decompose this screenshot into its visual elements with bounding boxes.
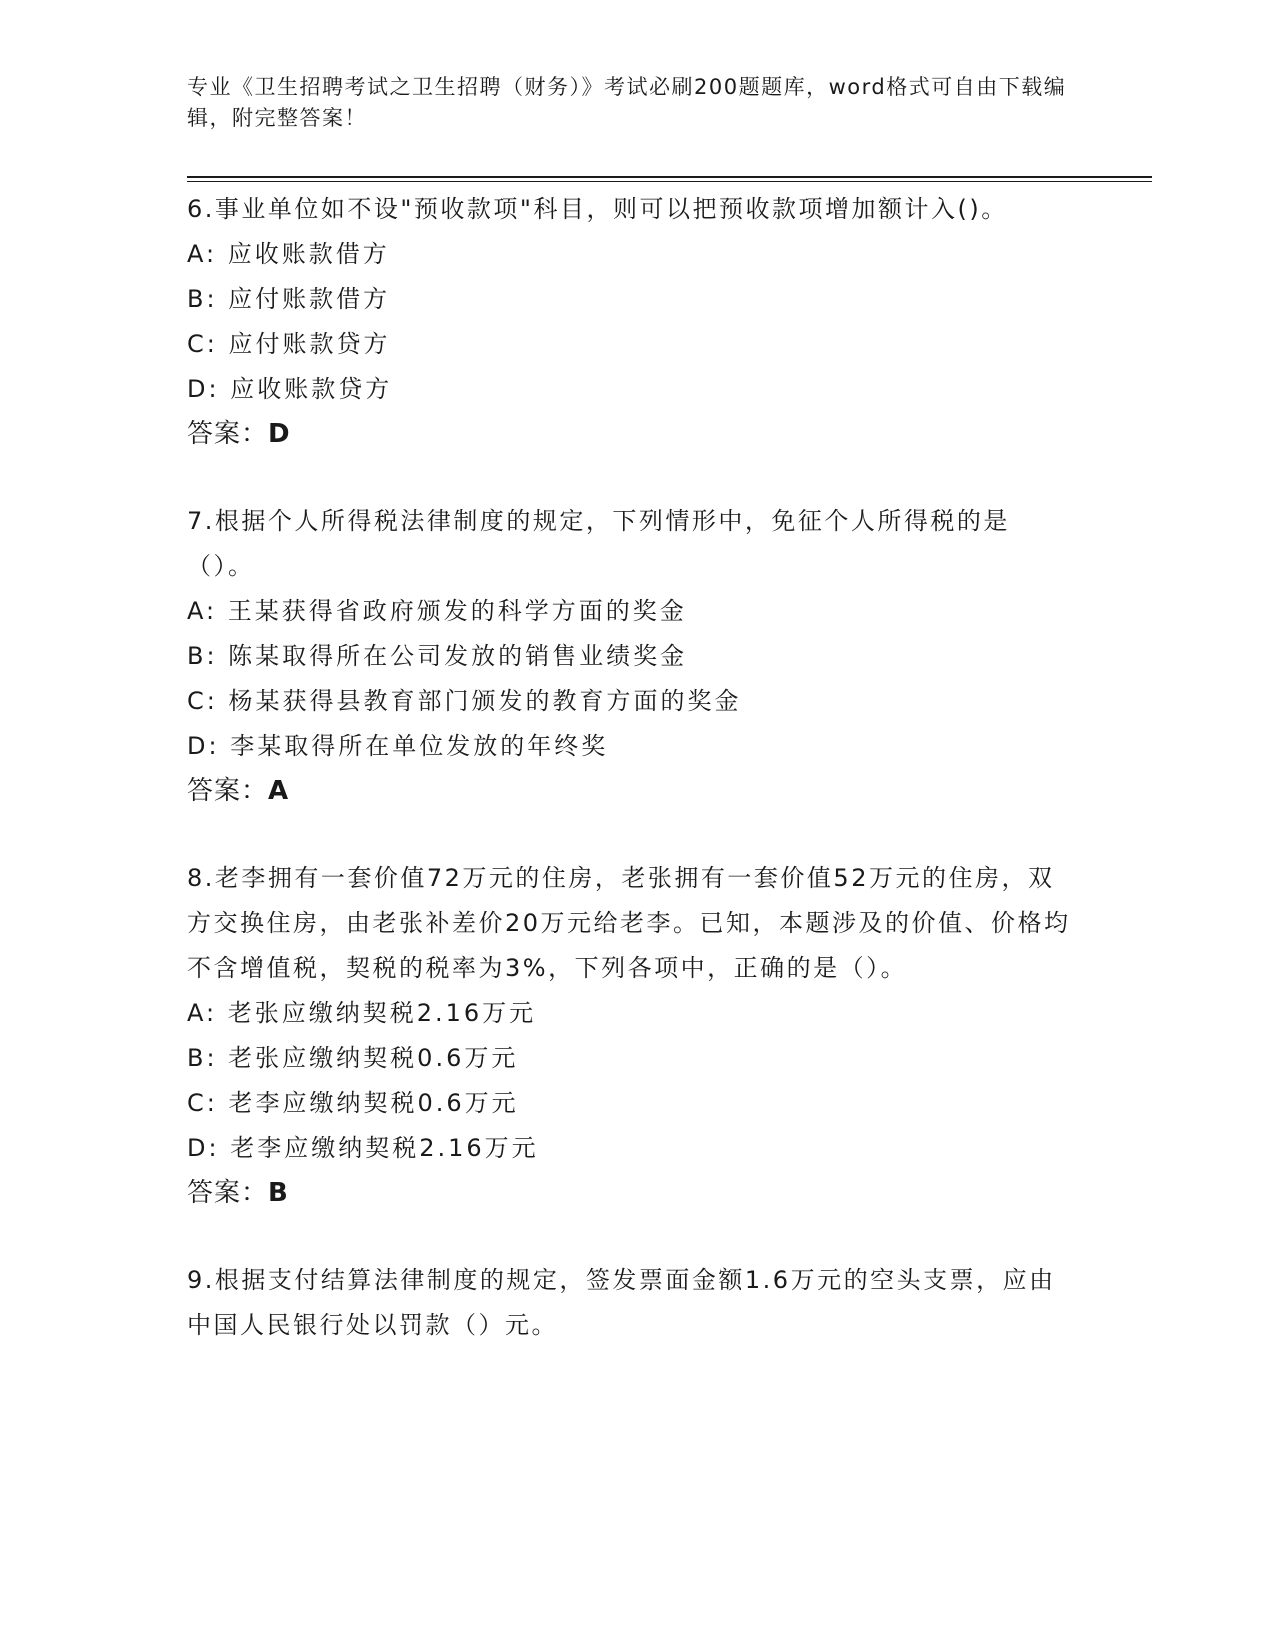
question-6 — [187, 187, 1077, 457]
question-stem: 7.根据个人所得税法律制度的规定，下列情形中，免征个人所得税的是（）。 — [187, 507, 1010, 580]
header-rule-thick — [187, 176, 1152, 178]
answer-label: 答案： — [187, 776, 269, 806]
option-c: C: 应付账款贷方 — [187, 330, 391, 358]
option-d: D: 应收账款贷方 — [187, 375, 393, 403]
question-9 — [187, 1258, 1077, 1348]
answer-line — [187, 412, 1077, 457]
option-b: B: 老张应缴纳契税0.6万元 — [187, 1044, 519, 1072]
option-a: A: 老张应缴纳契税2.16万元 — [187, 999, 537, 1027]
question-7 — [187, 499, 1077, 814]
question-stem: 6.事业单位如不设"预收款项"科目，则可以把预收款项增加额计入()。 — [187, 195, 1008, 223]
answer-value: D — [268, 419, 291, 449]
option-d: D: 老李应缴纳契税2.16万元 — [187, 1134, 539, 1162]
option-list — [187, 589, 1077, 769]
document-header: 专业《卫生招聘考试之卫生招聘（财务）》考试必刷200题题库，word格式可自由下载编辑，附完整答案！ — [187, 75, 1067, 130]
option-list — [187, 232, 1077, 412]
option-c: C: 杨某获得县教育部门颁发的教育方面的奖金 — [187, 687, 742, 715]
option-d: D: 李某取得所在单位发放的年终奖 — [187, 732, 609, 760]
option-c: C: 老李应缴纳契税0.6万元 — [187, 1089, 519, 1117]
question-list — [187, 187, 1077, 1390]
answer-value: A — [268, 776, 290, 806]
option-b: B: 应付账款借方 — [187, 285, 391, 313]
option-a: A: 应收账款借方 — [187, 240, 390, 268]
answer-label: 答案： — [187, 419, 269, 449]
answer-line — [187, 1171, 1077, 1216]
option-b: B: 陈某取得所在公司发放的销售业绩奖金 — [187, 642, 688, 670]
question-stem: 9.根据支付结算法律制度的规定，签发票面金额1.6万元的空头支票，应由中国人民银行处以罚款（）元。 — [187, 1266, 1056, 1339]
question-8 — [187, 856, 1077, 1216]
answer-line — [187, 769, 1077, 814]
answer-label: 答案： — [187, 1178, 269, 1208]
question-stem: 8.老李拥有一套价值72万元的住房，老张拥有一套价值52万元的住房，双方交换住房，由老张补差价20万元给老李。已知，本题涉及的价值、价格均不含增值税，契税的税率为3%，下列各项中，正确的是（）。 — [187, 864, 1071, 982]
answer-value: B — [268, 1178, 289, 1208]
option-a: A: 王某获得省政府颁发的科学方面的奖金 — [187, 597, 687, 625]
header-rule-thin — [187, 181, 1152, 182]
option-list — [187, 991, 1077, 1171]
